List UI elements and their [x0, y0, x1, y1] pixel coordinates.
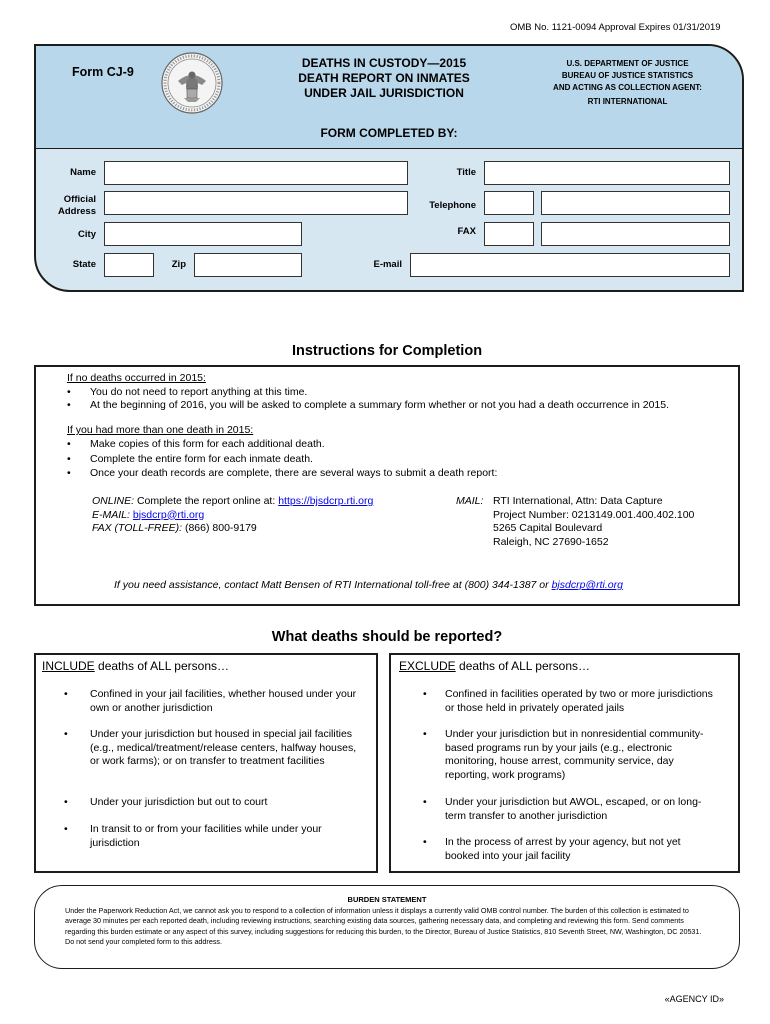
fax-label: FAX: [457, 226, 476, 237]
burden-text: Under the Paperwork Reduction Act, we cannot ask you to respond to a collection of information unless it displays a currently valid OMB control number. The burden of this collection is estimated to average 30 minutes per each reported death, including reviewing instructions, searching existing data sources, gathering necessary data, and completing and reviewing this form. Send comments regarding this burden estimate or any aspect of this survey, including suggestions for reducing this burden, to the Director, Bureau of Justice Statistics, 810 Seventh Street, NW, Washington, DC 20531. Do not send your completed form to this address.: [65, 905, 702, 946]
online-link[interactable]: https://bjsdcrp.rti.org: [278, 495, 374, 507]
burden-heading: BURDEN STATEMENT: [347, 895, 427, 904]
name-label: Name: [70, 167, 96, 178]
burden-statement: [34, 885, 740, 969]
assistance-email-link[interactable]: bjsdcrp@rti.org: [551, 579, 623, 591]
doj-seal-icon: [160, 51, 224, 115]
title-label: Title: [456, 167, 476, 178]
exclude-heading: EXCLUDE deaths of ALL persons…: [399, 659, 590, 673]
deaths-heading: What deaths should be reported?: [271, 629, 503, 645]
submit-mail: MAIL:: [456, 495, 484, 507]
title-input[interactable]: [484, 161, 730, 185]
email-link[interactable]: bjsdcrp@rti.org: [132, 508, 205, 521]
exclude-item: Under your jurisdiction but in nonresidential community-based programs run by your jails (e.g., electronic monitoring, house arrest, community service, day reporting, work programs): [445, 728, 704, 781]
form-header-card: [34, 44, 744, 292]
form-id: Form CJ-9: [72, 65, 134, 79]
include-item: Under your jurisdiction but housed in special jail facilities (e.g., medical/treatment/release centers, halfway houses, or work farms); or on transfer to treatment facilities: [90, 728, 357, 767]
assistance-note: If you need assistance, contact Matt Bensen of RTI International toll-free at (800) 344-1387 or bjsdcrp@rti.org: [114, 579, 623, 591]
city-input[interactable]: [104, 222, 302, 246]
city-label: City: [78, 229, 96, 240]
address-input[interactable]: [104, 191, 408, 215]
fax-area-input[interactable]: [484, 222, 534, 246]
mail-address: RTI International, Attn: Data Capture Project Number: 0213149.001.400.402.100 5265 Capital Boulevard Raleigh, NC 27690-1652: [493, 495, 695, 548]
exclude-item: Under your jurisdiction but AWOL, escaped, or on long-term transfer to another jurisdiction: [445, 796, 702, 822]
telephone-label: Telephone: [429, 200, 476, 211]
exclude-item: Confined in facilities operated by two or more jurisdictions or those held in privately operated jails: [445, 688, 713, 714]
include-item: Confined in your jail facilities, whether housed under your own or another jurisdiction: [90, 688, 357, 714]
instructions-box: [34, 365, 740, 606]
telephone-number-input[interactable]: [541, 191, 730, 215]
include-item: In transit to or from your facilities while under your jurisdiction: [90, 823, 322, 849]
state-label: State: [72, 259, 96, 270]
zip-input[interactable]: [194, 253, 302, 277]
submit-online-email-fax: ONLINE: Complete the report online at: https://bjsdcrp.rti.org E-MAIL: bjsdcrp@rti.org FAX (TOLL-FREE): (866) 800-9179: [92, 495, 374, 534]
email-input[interactable]: [410, 253, 730, 277]
no-deaths-heading: If no deaths occurred in 2015:: [67, 372, 206, 384]
more-deaths-list: • Make copies of this form for each additional death. • Complete the entire form for each inmate death. • Once your death records are complete, there are several ways to submit a death report:: [67, 438, 498, 479]
exclude-box: EXCLUDE deaths of ALL persons… • Confined in facilities operated by two or more jurisdictions or those held in privately operated jails • Under your jurisdiction but in nonresidential community-based programs run by your jails (e.g., electronic monitoring, house arrest, community service, day reporting, work programs) • Under your jurisdiction but AWOL, escaped, or on long-term transfer to another jurisdiction • In the process of arrest by your agency, but not yet booked into your jail facility: [389, 653, 740, 873]
include-heading: INCLUDE deaths of ALL persons…: [42, 659, 229, 673]
zip-label: Zip: [171, 259, 186, 270]
no-deaths-list: • You do not need to report anything at this time. • At the beginning of 2016, you will be asked to complete a summary form whether or not you had a death occurrence in 2015.: [67, 386, 670, 411]
fax-number-input[interactable]: [541, 222, 730, 246]
agency-block: U.S. DEPARTMENT OF JUSTICE BUREAU OF JUSTICE STATISTICS AND ACTING AS COLLECTION AGENT: RTI INTERNATIONAL: [553, 59, 702, 106]
state-input[interactable]: [104, 253, 154, 277]
agency-id: «AGENCY ID»: [664, 994, 724, 1004]
instructions-heading: Instructions for Completion: [291, 343, 483, 359]
omb-notice: OMB No. 1121-0094 Approval Expires 01/31/2019: [510, 22, 721, 33]
telephone-area-input[interactable]: [484, 191, 534, 215]
form-completed-heading: FORM COMPLETED BY:: [320, 126, 458, 140]
more-deaths-heading: If you had more than one death in 2015:: [67, 424, 254, 436]
include-item: Under your jurisdiction but out to court: [90, 796, 268, 808]
form-title: DEATHS IN CUSTODY—2015 DEATH REPORT ON INMATES UNDER JAIL JURISDICTION: [298, 56, 470, 100]
name-input[interactable]: [104, 161, 408, 185]
exclude-item: In the process of arrest by your agency, but not yet booked into your jail facility: [445, 836, 681, 862]
include-box: INCLUDE deaths of ALL persons… • Confined in your jail facilities, whether housed under your own or another jurisdiction • Under your jurisdiction but housed in special jail facilities (e.g., medical/treatment/release centers, halfway houses, or work farms); or on transfer to treatment facilities • Under your jurisdiction but out to court • In transit to or from your facilities while under your jurisdiction: [34, 653, 378, 873]
email-label: E-mail: [373, 259, 402, 270]
address-label: Official Address: [57, 194, 96, 217]
